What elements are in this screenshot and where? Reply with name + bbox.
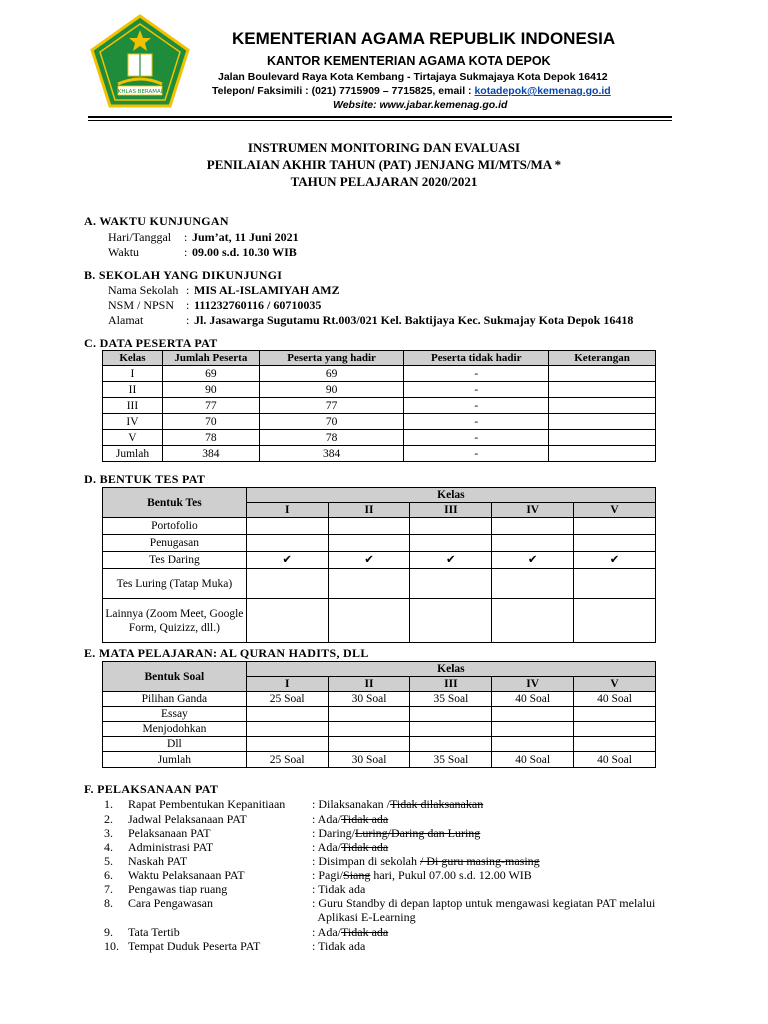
table-cell: 35 Soal [410,752,492,768]
class-header: V [574,677,656,692]
list-item-value: : Ada/Tidak ada [312,840,389,854]
list-item-number: 5. [104,854,113,868]
table-cell: 70 [162,414,259,430]
table-header-row [103,488,656,503]
table-cell: - [404,414,549,430]
table-cell: 90 [259,382,404,398]
class-header: III [410,677,492,692]
list-item-value: : Tidak ada [312,882,366,896]
section-f-heading: F. PELAKSANAAN PAT [84,782,219,796]
table-cell [574,737,656,752]
table-cell: 25 Soal [246,752,328,768]
ministry-name: KEMENTERIAN AGAMA REPUBLIK INDONESIA [232,29,616,48]
school-name-colon: : [186,283,190,297]
list-item-label: Tata Tertib [128,925,180,939]
section-b-heading: B. SEKOLAH YANG DIKUNJUNGI [84,268,283,282]
list-item-number: 6. [104,868,113,882]
check-cell [574,599,656,643]
list-item-label: Tempat Duduk Peserta PAT [128,939,261,953]
list-item-value: : Daring/Luring/Daring dan Luring [312,826,481,840]
table-cell: 78 [259,430,404,446]
table-cell: 40 Soal [492,692,574,707]
table-cell: 25 Soal [246,692,328,707]
check-cell [574,569,656,599]
office-contact [212,85,611,97]
table-cell: - [404,398,549,414]
list-item-label: Pelaksanaan PAT [128,826,211,840]
table-cell: - [404,366,549,382]
school-name-label: Nama Sekolah [108,283,179,297]
total-row [103,446,656,462]
office-name: KANTOR KEMENTERIAN AGAMA KOTA DEPOK [267,54,551,68]
table-row [103,382,656,398]
table-cell [246,722,328,737]
row-label: Lainnya (Zoom Meet, Google Form, Quizizz, dll.) [103,599,247,643]
school-address-value: Jl. Jasawarga Sugutamu Rt.003/021 Kel. Baktijaya Kec. Sukmajay Kota Depok 16418 [194,313,634,327]
row-label: Pilihan Ganda [103,692,247,707]
school-id-colon: : [186,298,190,312]
table-row [103,599,656,643]
class-header: II [328,677,410,692]
table-cell [246,737,328,752]
list-item-number: 1. [104,797,113,811]
table-cell: - [404,446,549,462]
visit-time-colon: : [184,245,188,259]
table-cell: 40 Soal [574,692,656,707]
table-row [103,737,656,752]
section-e-heading: E. MATA PELAJARAN: AL QURAN HADITS, DLL [84,646,369,660]
table-cell [574,722,656,737]
visit-time-value: 09.00 s.d. 10.30 WIB [192,245,297,259]
table-cell [549,430,656,446]
check-icon: ✔ [574,552,656,569]
row-label: Penugasan [103,535,247,552]
table-cell: I [103,366,163,382]
list-item-number: 10. [104,939,119,953]
list-item-value: : Tidak ada [312,939,366,953]
list-item-number: 9. [104,925,113,939]
check-cell [410,535,492,552]
visit-time-label: Waktu [108,245,140,259]
row-label: Tes Daring [103,552,247,569]
check-icon: ✔ [492,552,574,569]
table-cell [492,707,574,722]
visit-date-colon: : [184,230,188,244]
list-item-label: Rapat Pembentukan Kepanitiaan [128,797,286,811]
check-cell [328,569,410,599]
table-cell [410,737,492,752]
table-cell: 40 Soal [574,752,656,768]
class-header: IV [492,503,574,518]
test-form-table [102,487,656,643]
table-cell [328,707,410,722]
class-header: I [246,503,328,518]
table-cell: - [404,382,549,398]
table-cell: 384 [259,446,404,462]
col-header: Jumlah Peserta [162,351,259,366]
list-item-value: : Dilaksanakan /Tidak dilaksanakan [312,797,484,811]
table-cell: 40 Soal [492,752,574,768]
table-cell: 384 [162,446,259,462]
list-item-label: Jadwal Pelaksanaan PAT [128,812,247,826]
check-cell [246,535,328,552]
table-row [103,722,656,737]
table-row [103,692,656,707]
list-item-number: 8. [104,896,113,910]
table-cell: III [103,398,163,414]
total-row [103,752,656,768]
check-cell [246,518,328,535]
list-item-value-continued: Aplikasi E-Learning [312,910,416,924]
class-header: III [410,503,492,518]
row-label: Essay [103,707,247,722]
letterhead-rule-thin [88,120,672,121]
table-cell: 70 [259,414,404,430]
website-text: Website: www.jabar.kemenag.go.id [333,99,508,111]
list-item-label: Administrasi PAT [128,840,214,854]
participant-table [102,350,656,462]
col-header: Peserta yang hadir [259,351,404,366]
table-cell: - [404,430,549,446]
ministry-logo [88,14,192,110]
class-header: IV [492,677,574,692]
table-row [103,414,656,430]
table-cell [549,366,656,382]
row-label: Dll [103,737,247,752]
phone-text: Telepon/ Faksimili : (021) 7715909 – 7715825, email : [212,85,475,97]
check-cell [492,518,574,535]
school-name-value: MIS AL-ISLAMIYAH AMZ [194,283,340,297]
check-cell [328,518,410,535]
group-header: Kelas [246,488,655,503]
check-cell [246,599,328,643]
table-cell: IV [103,414,163,430]
table-cell [246,707,328,722]
table-row [103,518,656,535]
doc-title-1: INSTRUMEN MONITORING DAN EVALUASI [247,140,521,155]
table-cell: 77 [259,398,404,414]
group-header: Kelas [246,662,655,677]
check-cell [492,569,574,599]
list-item-number: 3. [104,826,113,840]
question-form-table [102,661,656,768]
doc-title-3: TAHUN PELAJARAN 2020/2021 [290,174,478,189]
table-cell [574,707,656,722]
table-cell [549,398,656,414]
table-row [103,569,656,599]
table-cell [410,722,492,737]
list-item-value: : Disimpan di sekolah / Di guru masing-masing [312,854,540,868]
table-row [103,398,656,414]
table-cell: 35 Soal [410,692,492,707]
check-cell [410,569,492,599]
office-address: Jalan Boulevard Raya Kota Kembang - Tirtajaya Sukmajaya Kota Depok 16412 [218,71,608,83]
check-icon: ✔ [246,552,328,569]
table-row [103,535,656,552]
table-header-row [103,662,656,677]
list-item-value: : Pagi/Siang hari, Pukul 07.00 s.d. 12.00 WIB [312,868,532,882]
row-label: Jumlah [103,752,247,768]
school-address-label: Alamat [108,313,144,327]
svg-text:IKHLAS BERAMAL: IKHLAS BERAMAL [116,89,164,95]
row-label: Tes Luring (Tatap Muka) [103,569,247,599]
visit-date-value: Jum’at, 11 Juni 2021 [192,230,299,244]
table-cell [549,382,656,398]
table-cell: V [103,430,163,446]
check-cell [492,599,574,643]
list-item-value: : Ada/Tidak ada [312,812,389,826]
letterhead-rule-thick [88,116,672,118]
table-cell: 30 Soal [328,692,410,707]
check-cell [328,599,410,643]
section-a-heading: A. WAKTU KUNJUNGAN [84,214,229,228]
col-header: Kelas [103,351,163,366]
list-item-number: 7. [104,882,113,896]
check-icon: ✔ [410,552,492,569]
table-cell [549,414,656,430]
check-cell [328,535,410,552]
check-cell [410,518,492,535]
check-cell [410,599,492,643]
list-item-value: : Ada/Tidak ada [312,925,389,939]
list-item-value: : Guru Standby di depan laptop untuk mengawasi kegiatan PAT melalui [312,896,656,910]
table-row [103,707,656,722]
col-header: Peserta tidak hadir [404,351,549,366]
check-icon: ✔ [328,552,410,569]
school-id-value: 111232760116 / 60710035 [194,298,322,312]
school-address-colon: : [186,313,190,327]
list-item-label: Pengawas tiap ruang [128,882,228,896]
table-cell: 90 [162,382,259,398]
table-cell: 30 Soal [328,752,410,768]
table-cell: 78 [162,430,259,446]
school-id-label: NSM / NPSN [108,298,175,312]
list-item-label: Waktu Pelaksanaan PAT [128,868,245,882]
check-cell [492,535,574,552]
check-cell [246,569,328,599]
row-label: Portofolio [103,518,247,535]
table-row [103,430,656,446]
col-header: Bentuk Soal [103,662,247,692]
table-cell [410,707,492,722]
doc-title-2: PENILAIAN AKHIR TAHUN (PAT) JENJANG MI/MTS/MA * [206,157,562,172]
email-link[interactable]: kotadepok@kemenag.go.id [474,85,611,97]
table-cell: 69 [259,366,404,382]
class-header: II [328,503,410,518]
table-cell [328,722,410,737]
col-header: Bentuk Tes [103,488,247,518]
table-cell [492,737,574,752]
table-cell: Jumlah [103,446,163,462]
class-header: I [246,677,328,692]
row-label: Menjodohkan [103,722,247,737]
participant-header-row [103,351,656,366]
section-c-heading: C. DATA PESERTA PAT [84,336,218,350]
list-item-number: 4. [104,840,113,854]
table-row [103,366,656,382]
table-cell [549,446,656,462]
table-cell [328,737,410,752]
list-item-label: Cara Pengawasan [128,896,213,910]
table-row [103,552,656,569]
table-cell: 77 [162,398,259,414]
list-item-number: 2. [104,812,113,826]
table-cell [492,722,574,737]
list-item-label: Naskah PAT [128,854,188,868]
section-d-heading: D. BENTUK TES PAT [84,472,206,486]
check-cell [574,518,656,535]
table-cell: II [103,382,163,398]
col-header: Keterangan [549,351,656,366]
visit-date-label: Hari/Tanggal [108,230,172,244]
class-header: V [574,503,656,518]
check-cell [574,535,656,552]
table-cell: 69 [162,366,259,382]
